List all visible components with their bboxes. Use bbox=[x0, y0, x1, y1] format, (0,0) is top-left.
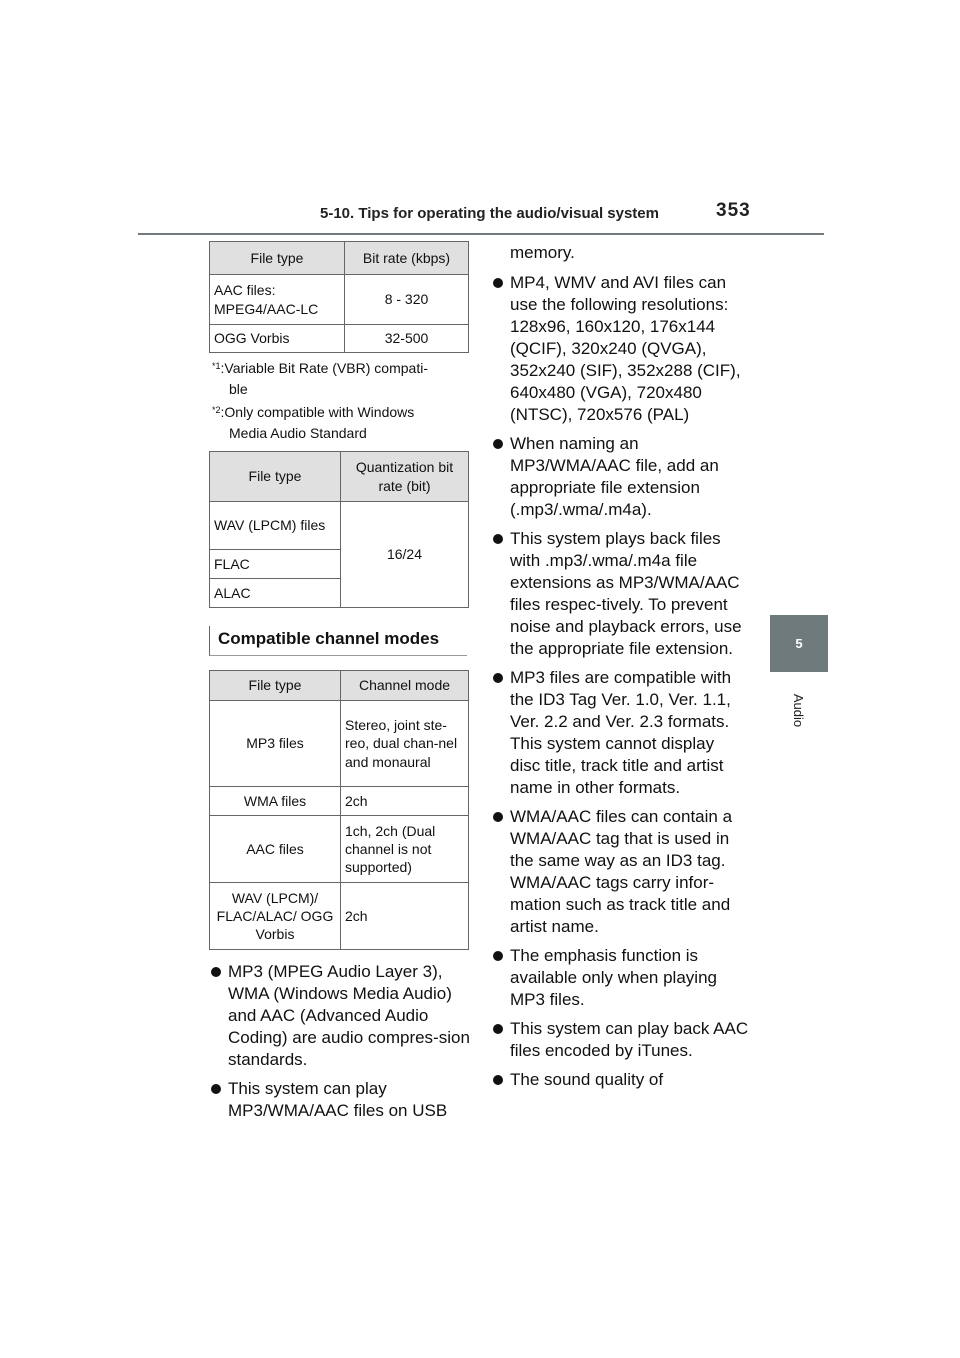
table-row bbox=[210, 325, 469, 353]
table-cell: AAC files: MPEG4/AAC-LC bbox=[210, 275, 345, 325]
table-header: File type bbox=[210, 242, 345, 275]
bullet-icon bbox=[493, 278, 503, 288]
channel-mode-table bbox=[209, 670, 469, 950]
list-item bbox=[491, 945, 749, 1011]
footnote-text: Only compatible with Windows bbox=[224, 404, 415, 420]
bullet-text: This system can play back AAC files encoded by iTunes. bbox=[510, 1019, 749, 1060]
table-cell: MP3 files bbox=[210, 701, 341, 787]
table-header: Quantization bit rate (bit) bbox=[341, 452, 469, 502]
table-row bbox=[210, 816, 469, 883]
bullet-text: MP3 files are compatible with the ID3 Tag Ver. 1.0, Ver. 1.1, Ver. 2.2 and Ver. 2.3 formats. This system cannot display disc title, track title and artist name in other formats. bbox=[510, 668, 732, 797]
table-header: Channel mode bbox=[341, 671, 469, 701]
bullet-icon bbox=[493, 812, 503, 822]
table-cell: WMA files bbox=[210, 787, 341, 816]
footnote-1: $^{*1}$:Variable Bit Rate (VBR) compati- ble bbox=[212, 360, 428, 397]
table-cell: WAV (LPCM) files bbox=[210, 502, 341, 550]
list-item bbox=[491, 667, 749, 799]
quantization-table bbox=[209, 451, 469, 608]
list-item bbox=[491, 272, 749, 426]
bullet-icon bbox=[493, 1075, 503, 1085]
list-item bbox=[491, 1069, 749, 1091]
table-cell: 2ch bbox=[341, 883, 469, 950]
table-row bbox=[210, 502, 469, 550]
bullet-text: When naming an MP3/WMA/AAC file, add an appropriate file extension (.mp3/.wma/.m4a). bbox=[510, 434, 719, 519]
chapter-label-text: Audio bbox=[791, 693, 807, 727]
table-cell: AAC files bbox=[210, 816, 341, 883]
footnote-mark: *2 bbox=[212, 405, 221, 415]
table-cell: 1ch, 2ch (Dual channel is not supported) bbox=[341, 816, 469, 883]
table-cell: 32-500 bbox=[345, 325, 469, 353]
table-header: File type bbox=[210, 452, 341, 502]
list-item bbox=[491, 806, 749, 938]
table-header: Bit rate (kbps) bbox=[345, 242, 469, 275]
continuation-text: memory. bbox=[510, 243, 575, 262]
chapter-label bbox=[777, 688, 821, 732]
bullet-icon bbox=[493, 673, 503, 683]
bullet-text: The sound quality of bbox=[510, 1070, 664, 1089]
list-item bbox=[209, 961, 471, 1071]
bullet-icon bbox=[211, 967, 221, 977]
bullet-text: MP4, WMV and AVI files can use the following resolutions: 128x96, 160x120, 176x144 (QCIF), 320x240 (QVGA), 352x240 (SIF), 352x288 (CIF), 640x480 (VGA), 720x480 (NTSC), 720x576 (PAL) bbox=[510, 273, 741, 424]
chapter-tab bbox=[770, 615, 828, 672]
list-item bbox=[491, 528, 749, 660]
page-number: 353 bbox=[716, 200, 751, 221]
footnote-text: Variable Bit Rate (VBR) compati- bbox=[224, 360, 428, 376]
footnote-2: $^{*2}$:Only compatible with Windows Media Audio Standard bbox=[212, 404, 415, 441]
bullet-text: This system plays back files with .mp3/.wma/.m4a file extensions as MP3/WMA/AAC files respec-tively. To prevent noise and playback errors, use the appropriate file extension. bbox=[510, 529, 742, 658]
bitrate-table bbox=[209, 241, 469, 353]
bullet-icon bbox=[493, 1024, 503, 1034]
bullet-text: This system can play MP3/WMA/AAC files on USB bbox=[228, 1079, 448, 1120]
table-row bbox=[210, 787, 469, 816]
footnote-mark: *1 bbox=[212, 361, 221, 371]
list-item bbox=[209, 1078, 471, 1122]
table-row bbox=[210, 701, 469, 787]
bullet-icon bbox=[493, 534, 503, 544]
section-heading: Compatible channel modes bbox=[209, 626, 467, 656]
section-title: 5-10. Tips for operating the audio/visual system bbox=[320, 205, 659, 222]
table-cell: FLAC bbox=[210, 550, 341, 579]
table-cell: 2ch bbox=[341, 787, 469, 816]
bullet-text: MP3 (MPEG Audio Layer 3), WMA (Windows Media Audio) and AAC (Advanced Audio Coding) are audio compres-sion standards. bbox=[228, 962, 470, 1069]
left-bullet-list bbox=[209, 961, 471, 1129]
bullet-icon bbox=[493, 439, 503, 449]
right-bullet-list bbox=[491, 272, 749, 1098]
table-cell: Stereo, joint ste-reo, dual chan-nel and monaural bbox=[341, 701, 469, 787]
bullet-text: The emphasis function is available only when playing MP3 files. bbox=[510, 946, 717, 1009]
list-item bbox=[491, 1018, 749, 1062]
table-cell: WAV (LPCM)/ FLAC/ALAC/ OGG Vorbis bbox=[210, 883, 341, 950]
table-row bbox=[210, 883, 469, 950]
chapter-number: 5 bbox=[795, 636, 803, 651]
bullet-text: WMA/AAC files can contain a WMA/AAC tag that is used in the same way as an ID3 tag. WMA/AAC tags carry infor-mation such as track title and artist name. bbox=[510, 807, 733, 936]
bullet-icon bbox=[493, 951, 503, 961]
table-cell: OGG Vorbis bbox=[210, 325, 345, 353]
list-item bbox=[491, 433, 749, 521]
footnote-cont: ble bbox=[229, 381, 248, 397]
header-divider bbox=[138, 233, 824, 235]
bullet-icon bbox=[211, 1084, 221, 1094]
table-cell: 16/24 bbox=[341, 502, 469, 608]
table-row bbox=[210, 275, 469, 325]
footnote-cont: Media Audio Standard bbox=[229, 425, 367, 441]
table-cell: 8 - 320 bbox=[345, 275, 469, 325]
table-header: File type bbox=[210, 671, 341, 701]
table-cell: ALAC bbox=[210, 579, 341, 608]
